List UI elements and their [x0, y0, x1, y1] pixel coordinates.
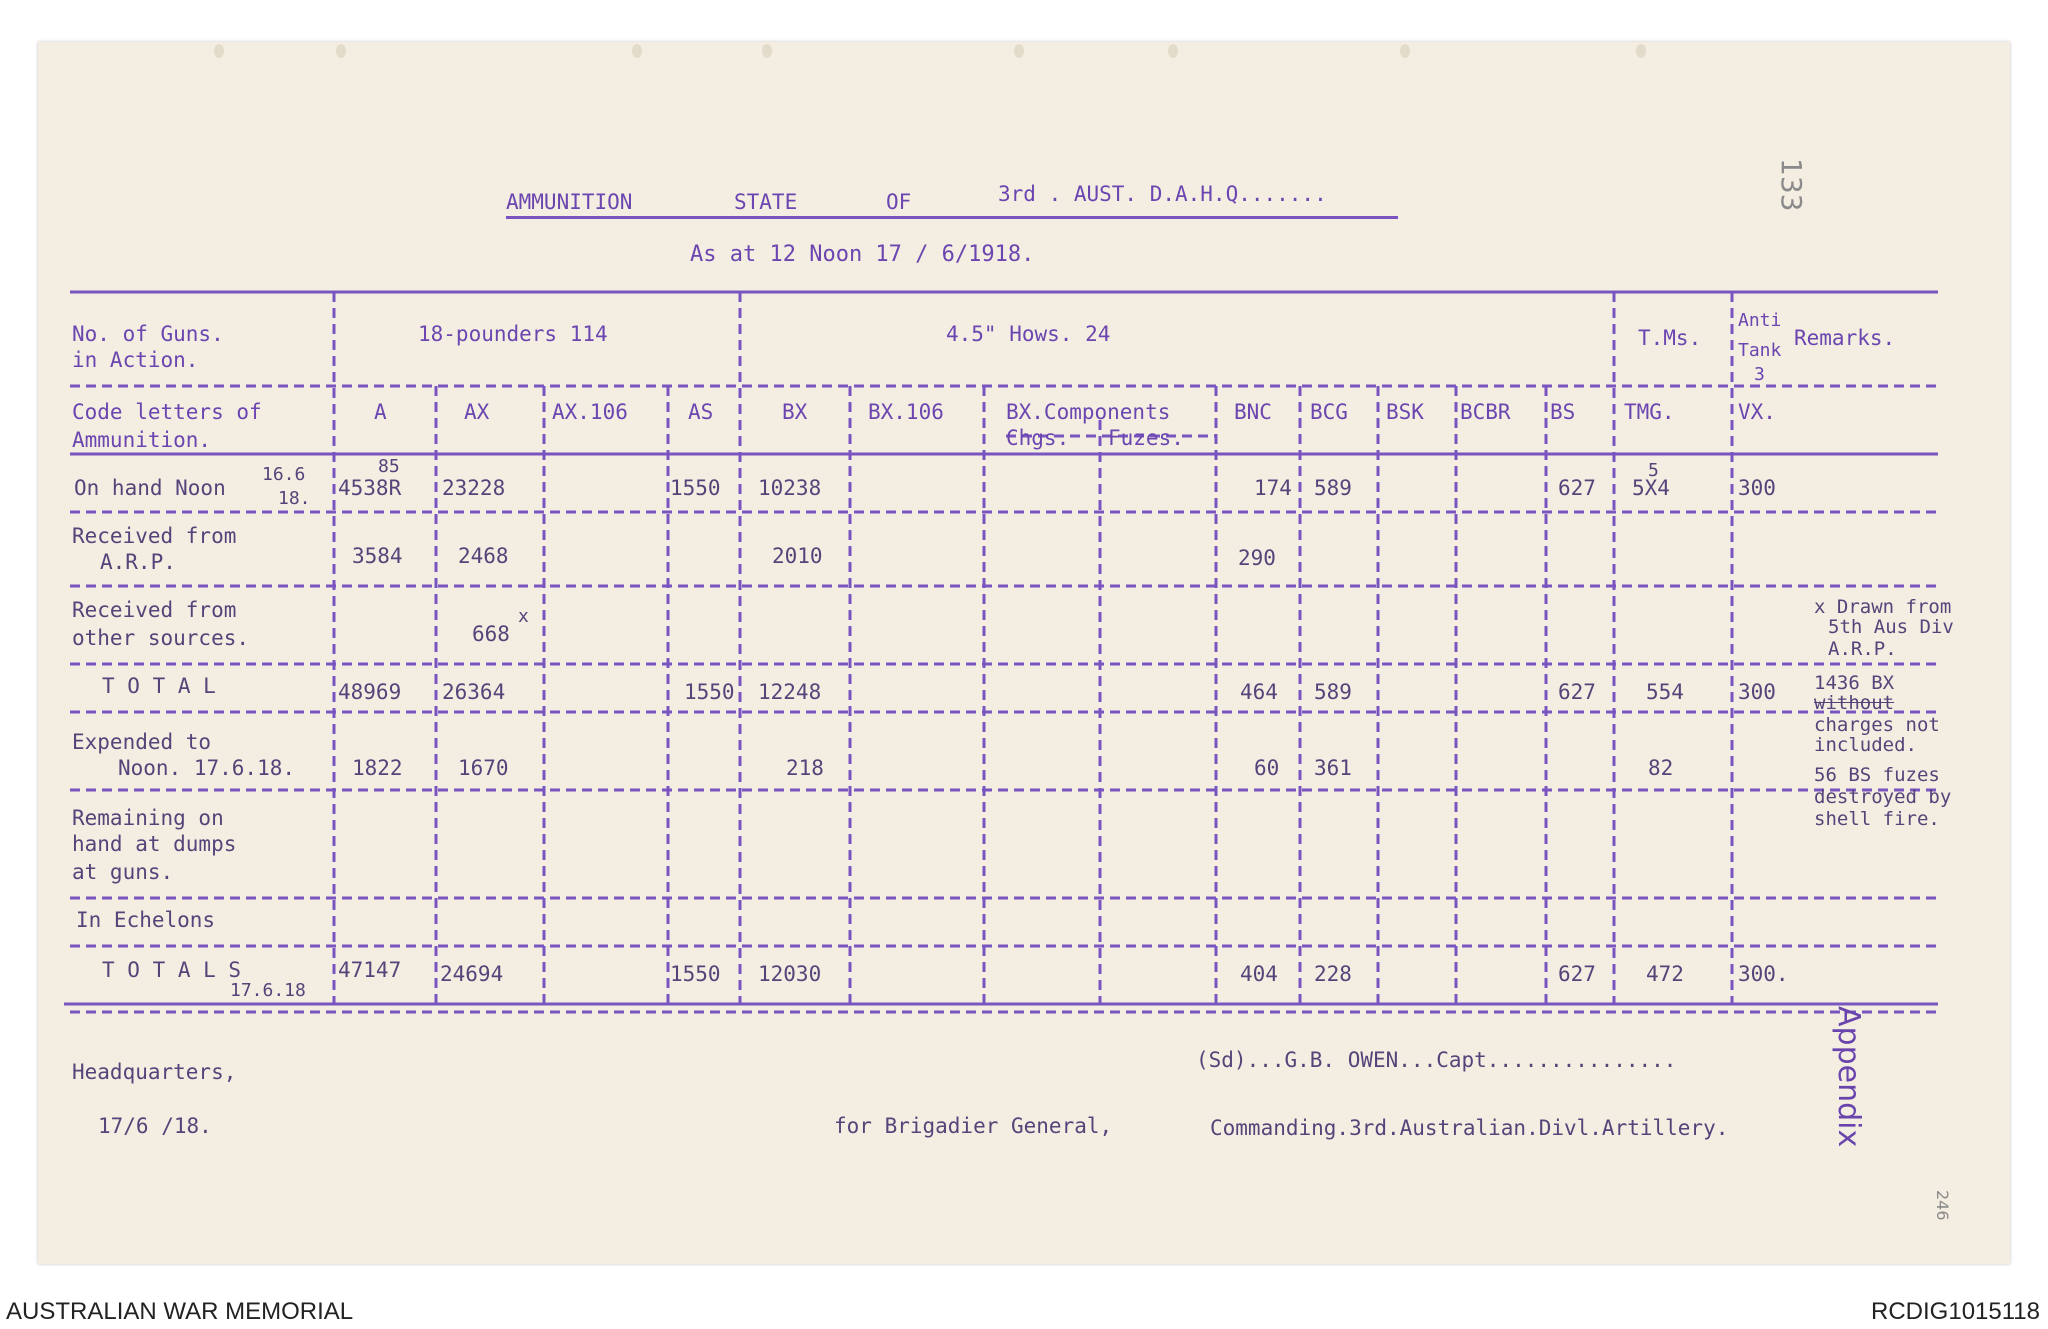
code-BSK: BSK — [1386, 400, 1424, 424]
row-label-total: T O T A L — [102, 674, 216, 698]
row-label-remaining-3: at guns. — [72, 860, 174, 884]
total-BNC: 464 — [1240, 680, 1278, 704]
received-other-AX: 668 — [472, 622, 510, 646]
row-label-expended-2: Noon. 17.6.18. — [118, 756, 296, 780]
total-BS: 627 — [1558, 680, 1596, 704]
punch-hole — [336, 44, 346, 58]
code-BX-components: BX.Components — [1006, 400, 1171, 424]
code-letters-label: Code letters of — [72, 400, 262, 424]
totals-BX: 12030 — [758, 962, 822, 986]
punch-hole — [1636, 44, 1646, 58]
on-hand-BX: 10238 — [758, 476, 822, 500]
totals-VX: 300. — [1738, 962, 1789, 986]
code-AX106: AX.106 — [552, 400, 628, 424]
footer-record-id: RCDIG1015118 — [1871, 1298, 2040, 1325]
on-hand-BS: 627 — [1558, 476, 1596, 500]
code-BCBR: BCBR — [1460, 400, 1511, 424]
code-AS: AS — [688, 400, 714, 424]
remark-line: included. — [1814, 734, 1917, 756]
heading-word-ammunition: AMMUNITION — [506, 190, 633, 214]
on-hand-VX: 300 — [1738, 476, 1776, 500]
remark-line: A.R.P. — [1828, 638, 1897, 660]
row-label-received-arp: Received from — [72, 524, 237, 548]
on-hand-date: 16.6 — [262, 464, 306, 485]
on-hand-BCG: 589 — [1314, 476, 1352, 500]
expended-TMG: 82 — [1648, 756, 1674, 780]
total-BCG: 589 — [1314, 680, 1352, 704]
on-hand-TMG-correction: 5 — [1648, 460, 1659, 481]
row-label-received-other-2: other sources. — [72, 626, 250, 650]
totals-BS: 627 — [1558, 962, 1596, 986]
header-18-pounders: 18-pounders 114 — [418, 322, 608, 346]
on-hand-A-correction: 85 — [378, 456, 400, 477]
code-letters-label-2: Ammunition. — [72, 428, 212, 452]
heading-unit: 3rd . AUST. D.A.H.Q....... — [998, 182, 1327, 206]
as-at-date: As at 12 Noon 17 / 6/1918. — [690, 242, 1035, 267]
expended-A: 1822 — [352, 756, 403, 780]
punch-hole — [762, 44, 772, 58]
row-label-echelons: In Echelons — [76, 908, 216, 932]
expended-BCG: 361 — [1314, 756, 1352, 780]
totals-AS: 1550 — [670, 962, 721, 986]
appendix-stamp: Appendix — [1831, 1006, 1866, 1148]
headquarters-label: Headquarters, — [72, 1060, 237, 1084]
punch-hole — [1400, 44, 1410, 58]
totals-BNC: 404 — [1240, 962, 1278, 986]
received-arp-AX: 2468 — [458, 544, 509, 568]
code-AX: AX — [464, 400, 490, 424]
code-BX: BX — [782, 400, 808, 424]
row-label-received-other: Received from — [72, 598, 237, 622]
received-arp-A: 3584 — [352, 544, 403, 568]
footer-institution: AUSTRALIAN WAR MEMORIAL — [6, 1298, 354, 1325]
code-BNC: BNC — [1234, 400, 1272, 424]
remark-line: 56 BS fuzes — [1814, 764, 1940, 786]
total-VX: 300 — [1738, 680, 1776, 704]
code-BX106: BX.106 — [868, 400, 944, 424]
row-label-received-arp-2: A.R.P. — [100, 550, 176, 574]
heading-word-of: OF — [886, 190, 912, 214]
total-TMG: 554 — [1646, 680, 1684, 704]
pencil-number-top: 133 — [1775, 158, 1808, 212]
row-label-remaining-2: hand at dumps — [72, 832, 237, 856]
remark-line: 5th Aus Div — [1828, 616, 1954, 638]
pencil-number-bottom: 246 — [1933, 1190, 1952, 1221]
row-label-expended: Expended to — [72, 730, 212, 754]
code-fuzes: Fuzes. — [1108, 426, 1184, 450]
received-arp-BNC: 290 — [1238, 546, 1276, 570]
remark-line: charges not — [1814, 714, 1940, 736]
expended-BNC: 60 — [1254, 756, 1280, 780]
document-sheet — [38, 42, 2010, 1264]
on-hand-TMG: 5Χ4 — [1632, 476, 1670, 500]
on-hand-AX: 23228 — [442, 476, 506, 500]
totals-date: 17.6.18 — [230, 980, 306, 1001]
remark-line: x Drawn from — [1814, 596, 1952, 618]
remark-line: 1436 BX — [1814, 672, 1895, 694]
received-arp-BX: 2010 — [772, 544, 823, 568]
row-label-remaining: Remaining on — [72, 806, 224, 830]
code-BCG: BCG — [1310, 400, 1348, 424]
signature-date: 17/6 /18. — [98, 1114, 212, 1138]
code-BS: BS — [1550, 400, 1576, 424]
code-VX: VX. — [1738, 400, 1776, 424]
punch-hole — [632, 44, 642, 58]
guns-label-2: in Action. — [72, 348, 199, 372]
header-tank: Tank — [1738, 340, 1782, 361]
commanding-line: Commanding.3rd.Australian.Divl.Artillery. — [1210, 1116, 1729, 1140]
row-label-on-hand: On hand Noon — [74, 476, 226, 500]
header-hows: 4.5" Hows. 24 — [946, 322, 1111, 346]
code-A: A — [374, 400, 387, 424]
heading-underline — [506, 216, 1398, 219]
expended-AX: 1670 — [458, 756, 509, 780]
total-A: 48969 — [338, 680, 402, 704]
row-label-totals: T O T A L S — [102, 958, 242, 982]
punch-hole — [1168, 44, 1178, 58]
header-tms: T.Ms. — [1638, 326, 1702, 350]
remark-line: destroyed by — [1814, 786, 1952, 808]
guns-label: No. of Guns. — [72, 322, 224, 346]
for-brigadier: for Brigadier General, — [834, 1114, 1113, 1138]
heading-word-state: STATE — [734, 190, 798, 214]
code-TMG: TMG. — [1624, 400, 1675, 424]
punch-hole — [1014, 44, 1024, 58]
totals-BCG: 228 — [1314, 962, 1352, 986]
punch-hole — [214, 44, 224, 58]
signature-line: (Sd)...G.B. OWEN...Capt............... — [1196, 1048, 1677, 1072]
on-hand-BNC: 174 — [1254, 476, 1292, 500]
header-anti: Anti — [1738, 310, 1782, 331]
remark-line: shell fire. — [1814, 808, 1940, 830]
total-AS: 1550 — [684, 680, 735, 704]
totals-TMG: 472 — [1646, 962, 1684, 986]
on-hand-date-2: 18. — [278, 488, 311, 509]
header-remarks: Remarks. — [1794, 326, 1896, 350]
totals-A: 47147 — [338, 958, 402, 982]
on-hand-AS: 1550 — [670, 476, 721, 500]
on-hand-A: 4538R — [338, 476, 402, 500]
code-chgs: Chgs. — [1006, 426, 1070, 450]
received-other-mark: x — [518, 606, 529, 627]
header-tank-count: 3 — [1754, 364, 1765, 385]
total-AX: 26364 — [442, 680, 506, 704]
remark-line: without — [1814, 692, 1895, 714]
expended-BX: 218 — [786, 756, 824, 780]
total-BX: 12248 — [758, 680, 822, 704]
totals-AX: 24694 — [440, 962, 504, 986]
